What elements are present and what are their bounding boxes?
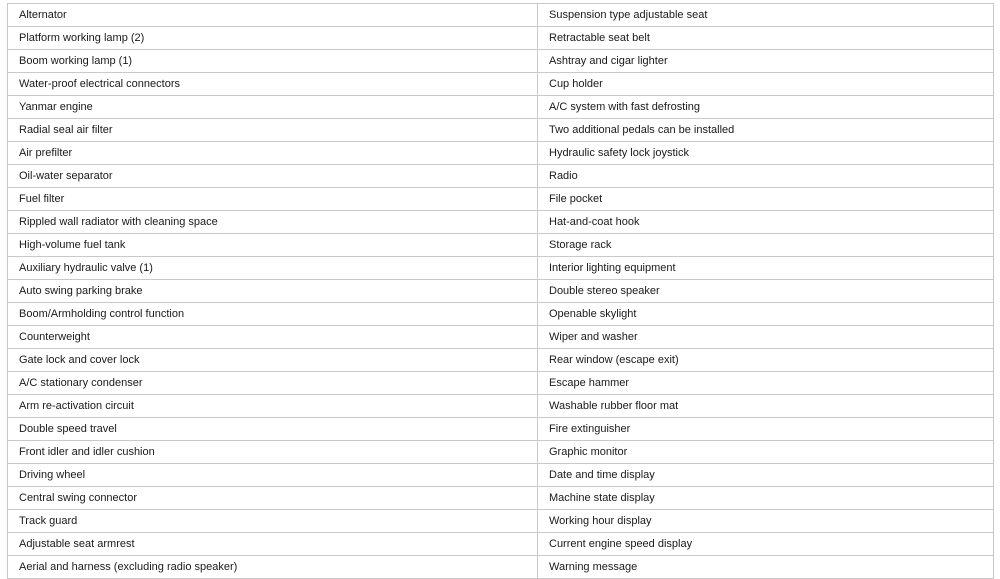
table-cell-right: Current engine speed display [538, 533, 994, 556]
table-cell-right: Radio [538, 165, 994, 188]
table-cell-right: Graphic monitor [538, 441, 994, 464]
table-cell-right: Machine state display [538, 487, 994, 510]
table-cell-left: Rippled wall radiator with cleaning space [8, 211, 538, 234]
table-cell-left: High-volume fuel tank [8, 234, 538, 257]
table-cell-right: Openable skylight [538, 303, 994, 326]
table-cell-left: Oil-water separator [8, 165, 538, 188]
table-cell-left: Counterweight [8, 326, 538, 349]
table-row [8, 418, 994, 441]
table-cell-left: Yanmar engine [8, 96, 538, 119]
table-row [8, 234, 994, 257]
table-cell-right: Washable rubber floor mat [538, 395, 994, 418]
table-cell-left: Auto swing parking brake [8, 280, 538, 303]
table-cell-right: Two additional pedals can be installed [538, 119, 994, 142]
table-row [8, 326, 994, 349]
equipment-table-body [8, 4, 994, 579]
table-row [8, 119, 994, 142]
table-row [8, 96, 994, 119]
table-cell-right: Interior lighting equipment [538, 257, 994, 280]
table-cell-right: Rear window (escape exit) [538, 349, 994, 372]
table-row [8, 510, 994, 533]
table-cell-right: Hydraulic safety lock joystick [538, 142, 994, 165]
table-cell-left: Driving wheel [8, 464, 538, 487]
table-row [8, 372, 994, 395]
table-row [8, 27, 994, 50]
table-cell-left: Boom/Armholding control function [8, 303, 538, 326]
table-cell-left: Boom working lamp (1) [8, 50, 538, 73]
table-row [8, 395, 994, 418]
table-cell-left: Central swing connector [8, 487, 538, 510]
table-cell-left: Adjustable seat armrest [8, 533, 538, 556]
table-cell-right: Hat-and-coat hook [538, 211, 994, 234]
table-cell-left: Radial seal air filter [8, 119, 538, 142]
table-cell-right: File pocket [538, 188, 994, 211]
table-cell-left: Arm re-activation circuit [8, 395, 538, 418]
table-cell-right: Escape hammer [538, 372, 994, 395]
table-row [8, 349, 994, 372]
table-cell-left: Alternator [8, 4, 538, 27]
table-cell-right: Retractable seat belt [538, 27, 994, 50]
table-cell-right: Storage rack [538, 234, 994, 257]
table-row [8, 4, 994, 27]
table-cell-right: Suspension type adjustable seat [538, 4, 994, 27]
table-row [8, 441, 994, 464]
table-cell-left: Aerial and harness (excluding radio speaker) [8, 556, 538, 579]
table-row [8, 188, 994, 211]
table-cell-left: Air prefilter [8, 142, 538, 165]
table-cell-right: Working hour display [538, 510, 994, 533]
table-row [8, 464, 994, 487]
table-cell-right: Date and time display [538, 464, 994, 487]
table-row [8, 73, 994, 96]
table-cell-right: Double stereo speaker [538, 280, 994, 303]
table-cell-right: Wiper and washer [538, 326, 994, 349]
table-cell-left: Gate lock and cover lock [8, 349, 538, 372]
table-row [8, 211, 994, 234]
table-cell-left: Auxiliary hydraulic valve (1) [8, 257, 538, 280]
table-cell-right: Warning message [538, 556, 994, 579]
table-row [8, 487, 994, 510]
table-cell-right: Ashtray and cigar lighter [538, 50, 994, 73]
table-row [8, 533, 994, 556]
table-cell-left: Fuel filter [8, 188, 538, 211]
equipment-table [7, 3, 994, 579]
table-row [8, 303, 994, 326]
table-cell-left: Track guard [8, 510, 538, 533]
table-row [8, 50, 994, 73]
table-cell-left: Water-proof electrical connectors [8, 73, 538, 96]
table-cell-left: Double speed travel [8, 418, 538, 441]
table-cell-left: Front idler and idler cushion [8, 441, 538, 464]
table-cell-left: A/C stationary condenser [8, 372, 538, 395]
table-cell-left: Platform working lamp (2) [8, 27, 538, 50]
table-row [8, 280, 994, 303]
table-cell-right: A/C system with fast defrosting [538, 96, 994, 119]
table-cell-right: Cup holder [538, 73, 994, 96]
table-row [8, 257, 994, 280]
table-cell-right: Fire extinguisher [538, 418, 994, 441]
table-row [8, 165, 994, 188]
table-row [8, 556, 994, 579]
table-row [8, 142, 994, 165]
